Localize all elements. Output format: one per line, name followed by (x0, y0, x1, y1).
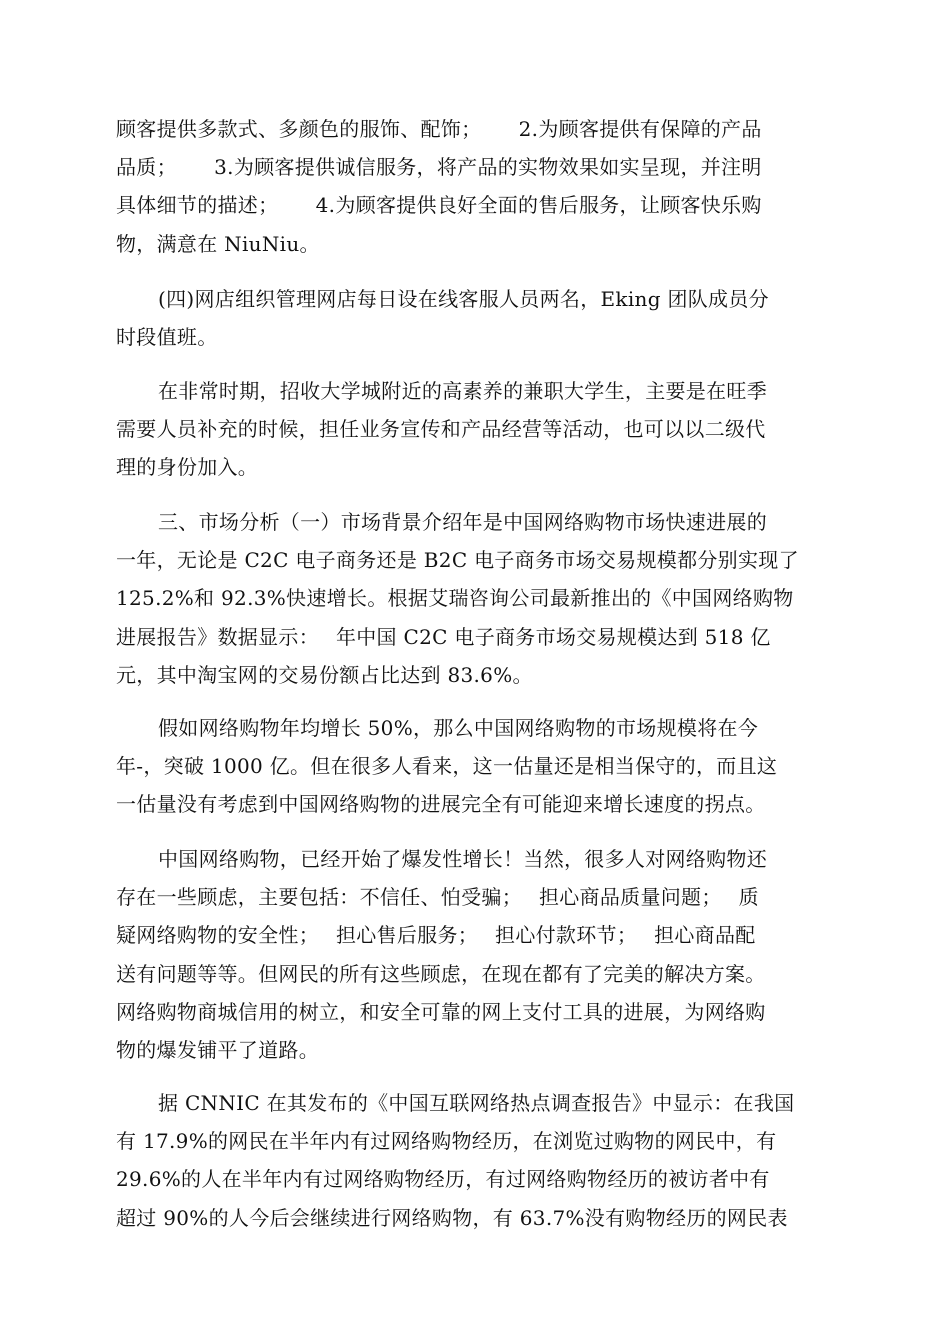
paragraph-line: 时段值班。 (116, 325, 218, 350)
paragraph-line: 物，满意在 NiuNiu。 (116, 231, 320, 256)
paragraph-line: 有 17.9%的网民在半年内有过网络购物经历，在浏览过购物的网民中，有 (116, 1129, 777, 1154)
paragraph-growth-estimate (116, 709, 840, 824)
paragraph-line: 网络购物商城信用的树立，和安全可靠的网上支付工具的进展，为网络购 (116, 999, 766, 1024)
paragraph-line: 三、市场分析（一）市场背景介绍年是中国网络购物市场快速进展的 (158, 510, 767, 534)
paragraph-line: 元，其中淘宝网的交易份额占比达到 83.6%。 (116, 662, 533, 687)
paragraph-line: 具体细节的描述； 4.为顾客提供良好全面的售后服务，让顾客快乐购 (116, 193, 762, 218)
paragraph-line: 疑网络购物的安全性； 担心售后服务； 担心付款环节； 担心商品配 (116, 923, 756, 948)
paragraph-line: 一估量没有考虑到中国网络购物的进展完全有可能迎来增长速度的拐点。 (116, 792, 766, 817)
paragraph-service-promises (116, 110, 840, 263)
paragraph-line: 进展报告》数据显示： 年中国 C2C 电子商务市场交易规模达到 518 亿 (116, 624, 771, 649)
paragraph-line: 29.6%的人在半年内有过网络购物经历，有过网络购物经历的被访者中有 (116, 1167, 770, 1192)
paragraph-line: 125.2%和 92.3%快速增长。根据艾瑞咨询公司最新推出的《中国网络购物 (116, 586, 794, 611)
paragraph-line: 需要人员补充的时候，担任业务宣传和产品经营等活动，也可以以二级代 (116, 417, 766, 442)
paragraph-store-management (116, 280, 840, 356)
paragraph-part-time-staff (116, 372, 840, 487)
paragraph-consumer-concerns (116, 840, 840, 1069)
paragraph-line: 超过 90%的人今后会继续进行网络购物，有 63.7%没有购物经历的网民表 (116, 1205, 788, 1230)
paragraph-line: 据 CNNIC 在其发布的《中国互联网络热点调查报告》中显示：在我国 (158, 1091, 795, 1115)
paragraph-line: 存在一些顾虑，主要包括：不信任、怕受骗； 担心商品质量问题； 质 (116, 885, 759, 910)
paragraph-line: 送有问题等等。但网民的所有这些顾虑，在现在都有了完美的解决方案。 (116, 961, 766, 986)
paragraph-line: 物的爆发铺平了道路。 (116, 1037, 319, 1062)
paragraph-cnnic-report (116, 1084, 840, 1237)
paragraph-line: 中国网络购物，已经开始了爆发性增长！当然，很多人对网络购物还 (158, 847, 767, 871)
paragraph-line: 理的身份加入。 (116, 455, 259, 480)
paragraph-line: 一年，无论是 C2C 电子商务还是 B2C 电子商务市场交易规模都分别实现了 (116, 548, 799, 573)
paragraph-line: (四)网店组织管理网店每日设在线客服人员两名，Eking 团队成员分 (158, 287, 769, 311)
paragraph-line: 年-，突破 1000 亿。但在很多人看来，这一估量还是相当保守的，而且这 (116, 754, 778, 779)
paragraph-line: 假如网络购物年均增长 50%，那么中国网络购物的市场规模将在今 (158, 716, 759, 740)
paragraph-market-analysis (116, 503, 840, 694)
paragraph-line: 在非常时期，招收大学城附近的高素养的兼职大学生，主要是在旺季 (158, 379, 767, 403)
paragraph-line: 顾客提供多款式、多颜色的服饰、配饰； 2.为顾客提供有保障的产品 (116, 117, 762, 141)
paragraph-line: 品质； 3.为顾客提供诚信服务，将产品的实物效果如实呈现，并注明 (116, 155, 762, 180)
